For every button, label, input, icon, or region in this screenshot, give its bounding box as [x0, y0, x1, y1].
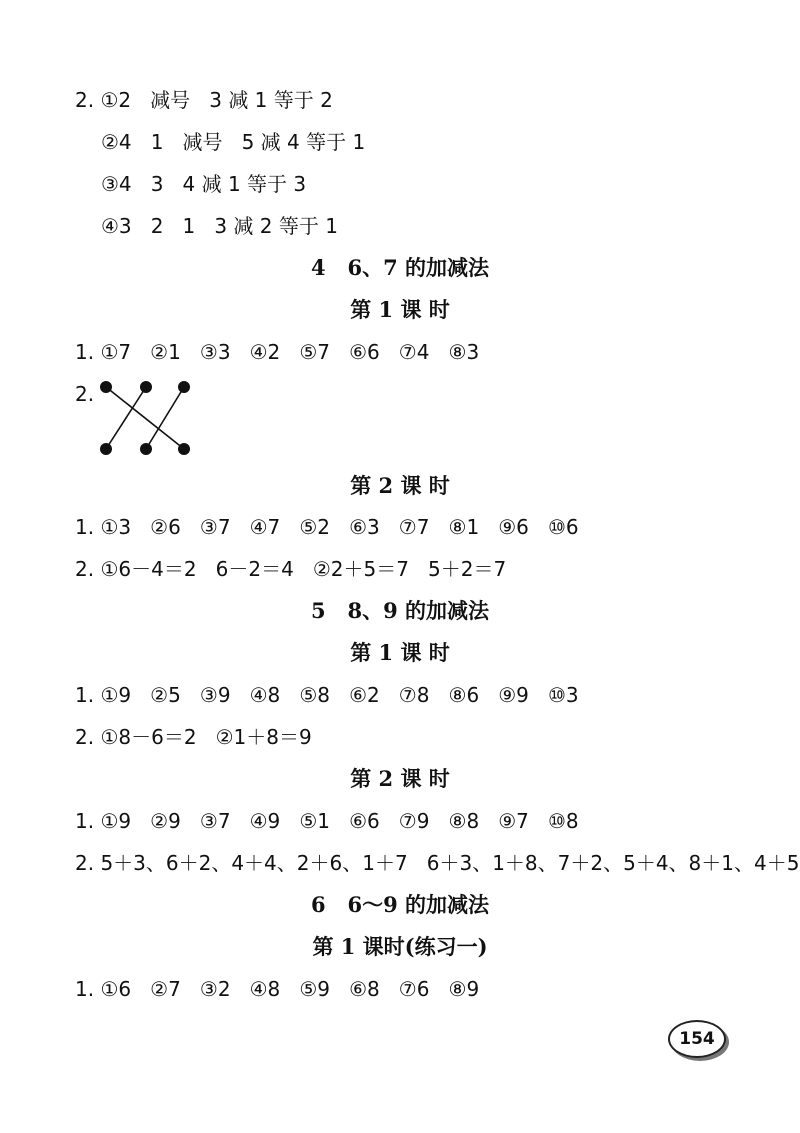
section-title: 4 6、7 的加减法 [310, 255, 490, 280]
lesson-title: 第 2 课 时 [350, 473, 450, 498]
answer-line: 1. ①7 ②1 ③3 ④2 ⑤7 ⑥6 ⑦4 ⑧3 [75, 340, 480, 364]
dot [140, 381, 152, 393]
question-label: 2. [75, 382, 95, 406]
dot [100, 443, 112, 455]
answer-line: 2. ①6－4＝2 6－2＝4 ②2＋5＝7 5＋2＝7 [75, 557, 507, 581]
answer-line: 2. 5＋3、6＋2、4＋4、2＋6、1＋7 6＋3、1＋8、7＋2、5＋4、8＋1、4＋5 [75, 851, 800, 875]
answer-line: ②4 1 减号 5 减 4 等于 1 [101, 130, 366, 154]
answer-line: 1. ①9 ②9 ③7 ④9 ⑤1 ⑥6 ⑦9 ⑧8 ⑨7 ⑩8 [75, 809, 579, 833]
dot [100, 381, 112, 393]
answer-line: ④3 2 1 3 减 2 等于 1 [101, 214, 338, 238]
answer-line: 1. ①6 ②7 ③2 ④8 ⑤9 ⑥8 ⑦6 ⑧9 [75, 977, 480, 1001]
lesson-title: 第 1 课 时 [350, 297, 450, 322]
answer-line: 1. ①9 ②5 ③9 ④8 ⑤8 ⑥2 ⑦8 ⑧6 ⑨9 ⑩3 [75, 683, 579, 707]
matching-line [146, 387, 184, 449]
answer-line: 1. ①3 ②6 ③7 ④7 ⑤2 ⑥3 ⑦7 ⑧1 ⑨6 ⑩6 [75, 515, 579, 539]
dot [178, 443, 190, 455]
section-title: 6 6～9 的加减法 [310, 892, 490, 917]
dot [178, 381, 190, 393]
lesson-title: 第 1 课时(练习一) [312, 934, 488, 959]
answer-line: ③4 3 4 减 1 等于 3 [101, 172, 307, 196]
lesson-title: 第 2 课 时 [350, 766, 450, 791]
lesson-title: 第 1 课 时 [350, 640, 450, 665]
answer-line: 2. ①8－6＝2 ②1＋8＝9 [75, 725, 312, 749]
matching-line [106, 387, 184, 449]
dot [140, 443, 152, 455]
matching-line [106, 387, 146, 449]
answer-line: 2. ①2 减号 3 减 1 等于 2 [75, 88, 333, 112]
matching-diagram [95, 374, 205, 464]
page-number: 154 [668, 1020, 726, 1058]
section-title: 5 8、9 的加减法 [310, 598, 490, 623]
